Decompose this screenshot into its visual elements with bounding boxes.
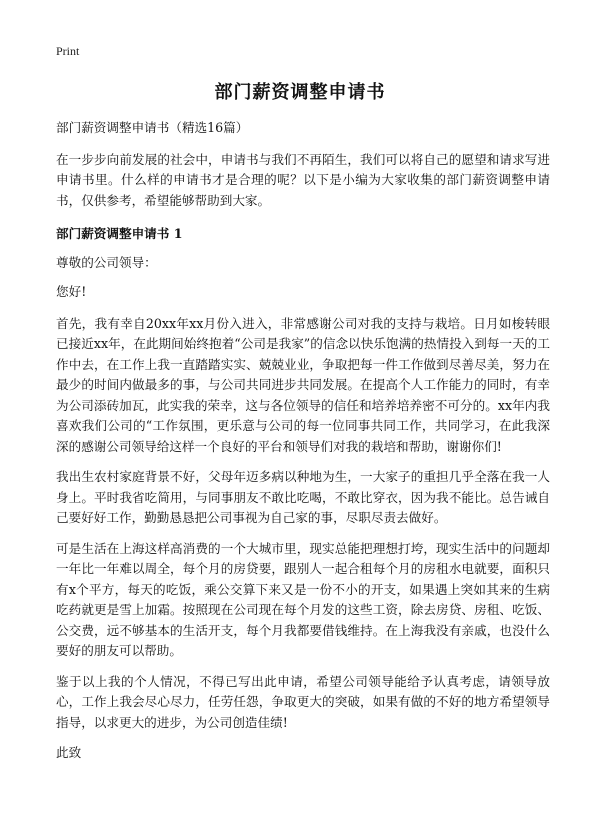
print-label: Print bbox=[56, 44, 80, 58]
body-paragraph-2: 我出生农村家庭背景不好，父母年迈多病以种地为生，一大家子的重担几乎全落在我一人身上。平时我省吃简用，与同事朋友不敢比吃喝，不敢比穿衣，因为我不能比。总告诫自己要好好工作，勤勤恳恳把公司事视为自己家的事，尽职尽责去做好。 bbox=[56, 469, 550, 525]
body-paragraph-4: 鉴于以上我的个人情况，不得已写出此申请，希望公司领导能给予认真考虑，请领导放心，工作上我会尽心尽力，任劳任怨，争取更大的突破，如果有做的不好的地方希望领导指导，以求更大的进步，为公司创造佳绩! bbox=[56, 673, 550, 730]
document-title: 部门薪资调整申请书 bbox=[214, 82, 386, 103]
document-subtitle: 部门薪资调整申请书（精选16篇） bbox=[56, 120, 249, 135]
body-paragraph-1: 首先，我有幸自20xx年xx月份入进入，非常感谢公司对我的支持与栽培。日月如梭转眼已接近xx年，在此期间始终抱着“公司是我家”的信念以快乐饱满的热情投入到每一天的工作中去，在工作上我一直踏踏实实、兢兢业业，争取把每一件工作做到尽善尽美，努力在最少的时间内做最多的事，与公司共同进步共同发展。在提高个人工作能力的同时，有幸为公司添砖加瓦，此实我的荣幸，这与各位领导的信任和培养培养密不可分的。xx年内我喜欢我们公司的“工作氛围，更乐意与公司的每一位同事共同工作，共同学习，在此我深深的感谢公司领导给这样一个良好的平台和领导们对我的栽培和帮助，谢谢你们! bbox=[56, 315, 550, 454]
closing: 此致 bbox=[56, 745, 82, 760]
intro-paragraph: 在一步步向前发展的社会中，申请书与我们不再陌生，我们可以将自己的愿望和请求写进申请书里。什么样的申请书才是合理的呢？以下是小编为大家收集的部门薪资调整申请书，仅供参考，希望能够帮助到大家。 bbox=[56, 151, 550, 208]
greeting: 您好! bbox=[56, 284, 87, 299]
section-heading: 部门薪资调整申请书 1 bbox=[56, 226, 183, 241]
document-body bbox=[56, 118, 550, 764]
body-paragraph-3: 可是生活在上海这样高消费的一个大城市里，现实总能把理想打垮，现实生活中的问题却一年比一年难以周全，每个月的房贷要，跟别人一起合租每个月的房租水电就要，面积只有x个平方，每天的吃饭，乘公交算下来又是一份不小的开支，如果遇上突如其来的生病吃药就更是雪上加霜。按照现在公司现在每个月发的这些工资，除去房贷、房租、吃饭、公交费，远不够基本的生活开支，每个月我都要借钱维持。在上海我没有亲戚，也没什么要好的朋友可以帮助。 bbox=[56, 540, 550, 658]
salutation: 尊敬的公司领导： bbox=[56, 254, 157, 270]
